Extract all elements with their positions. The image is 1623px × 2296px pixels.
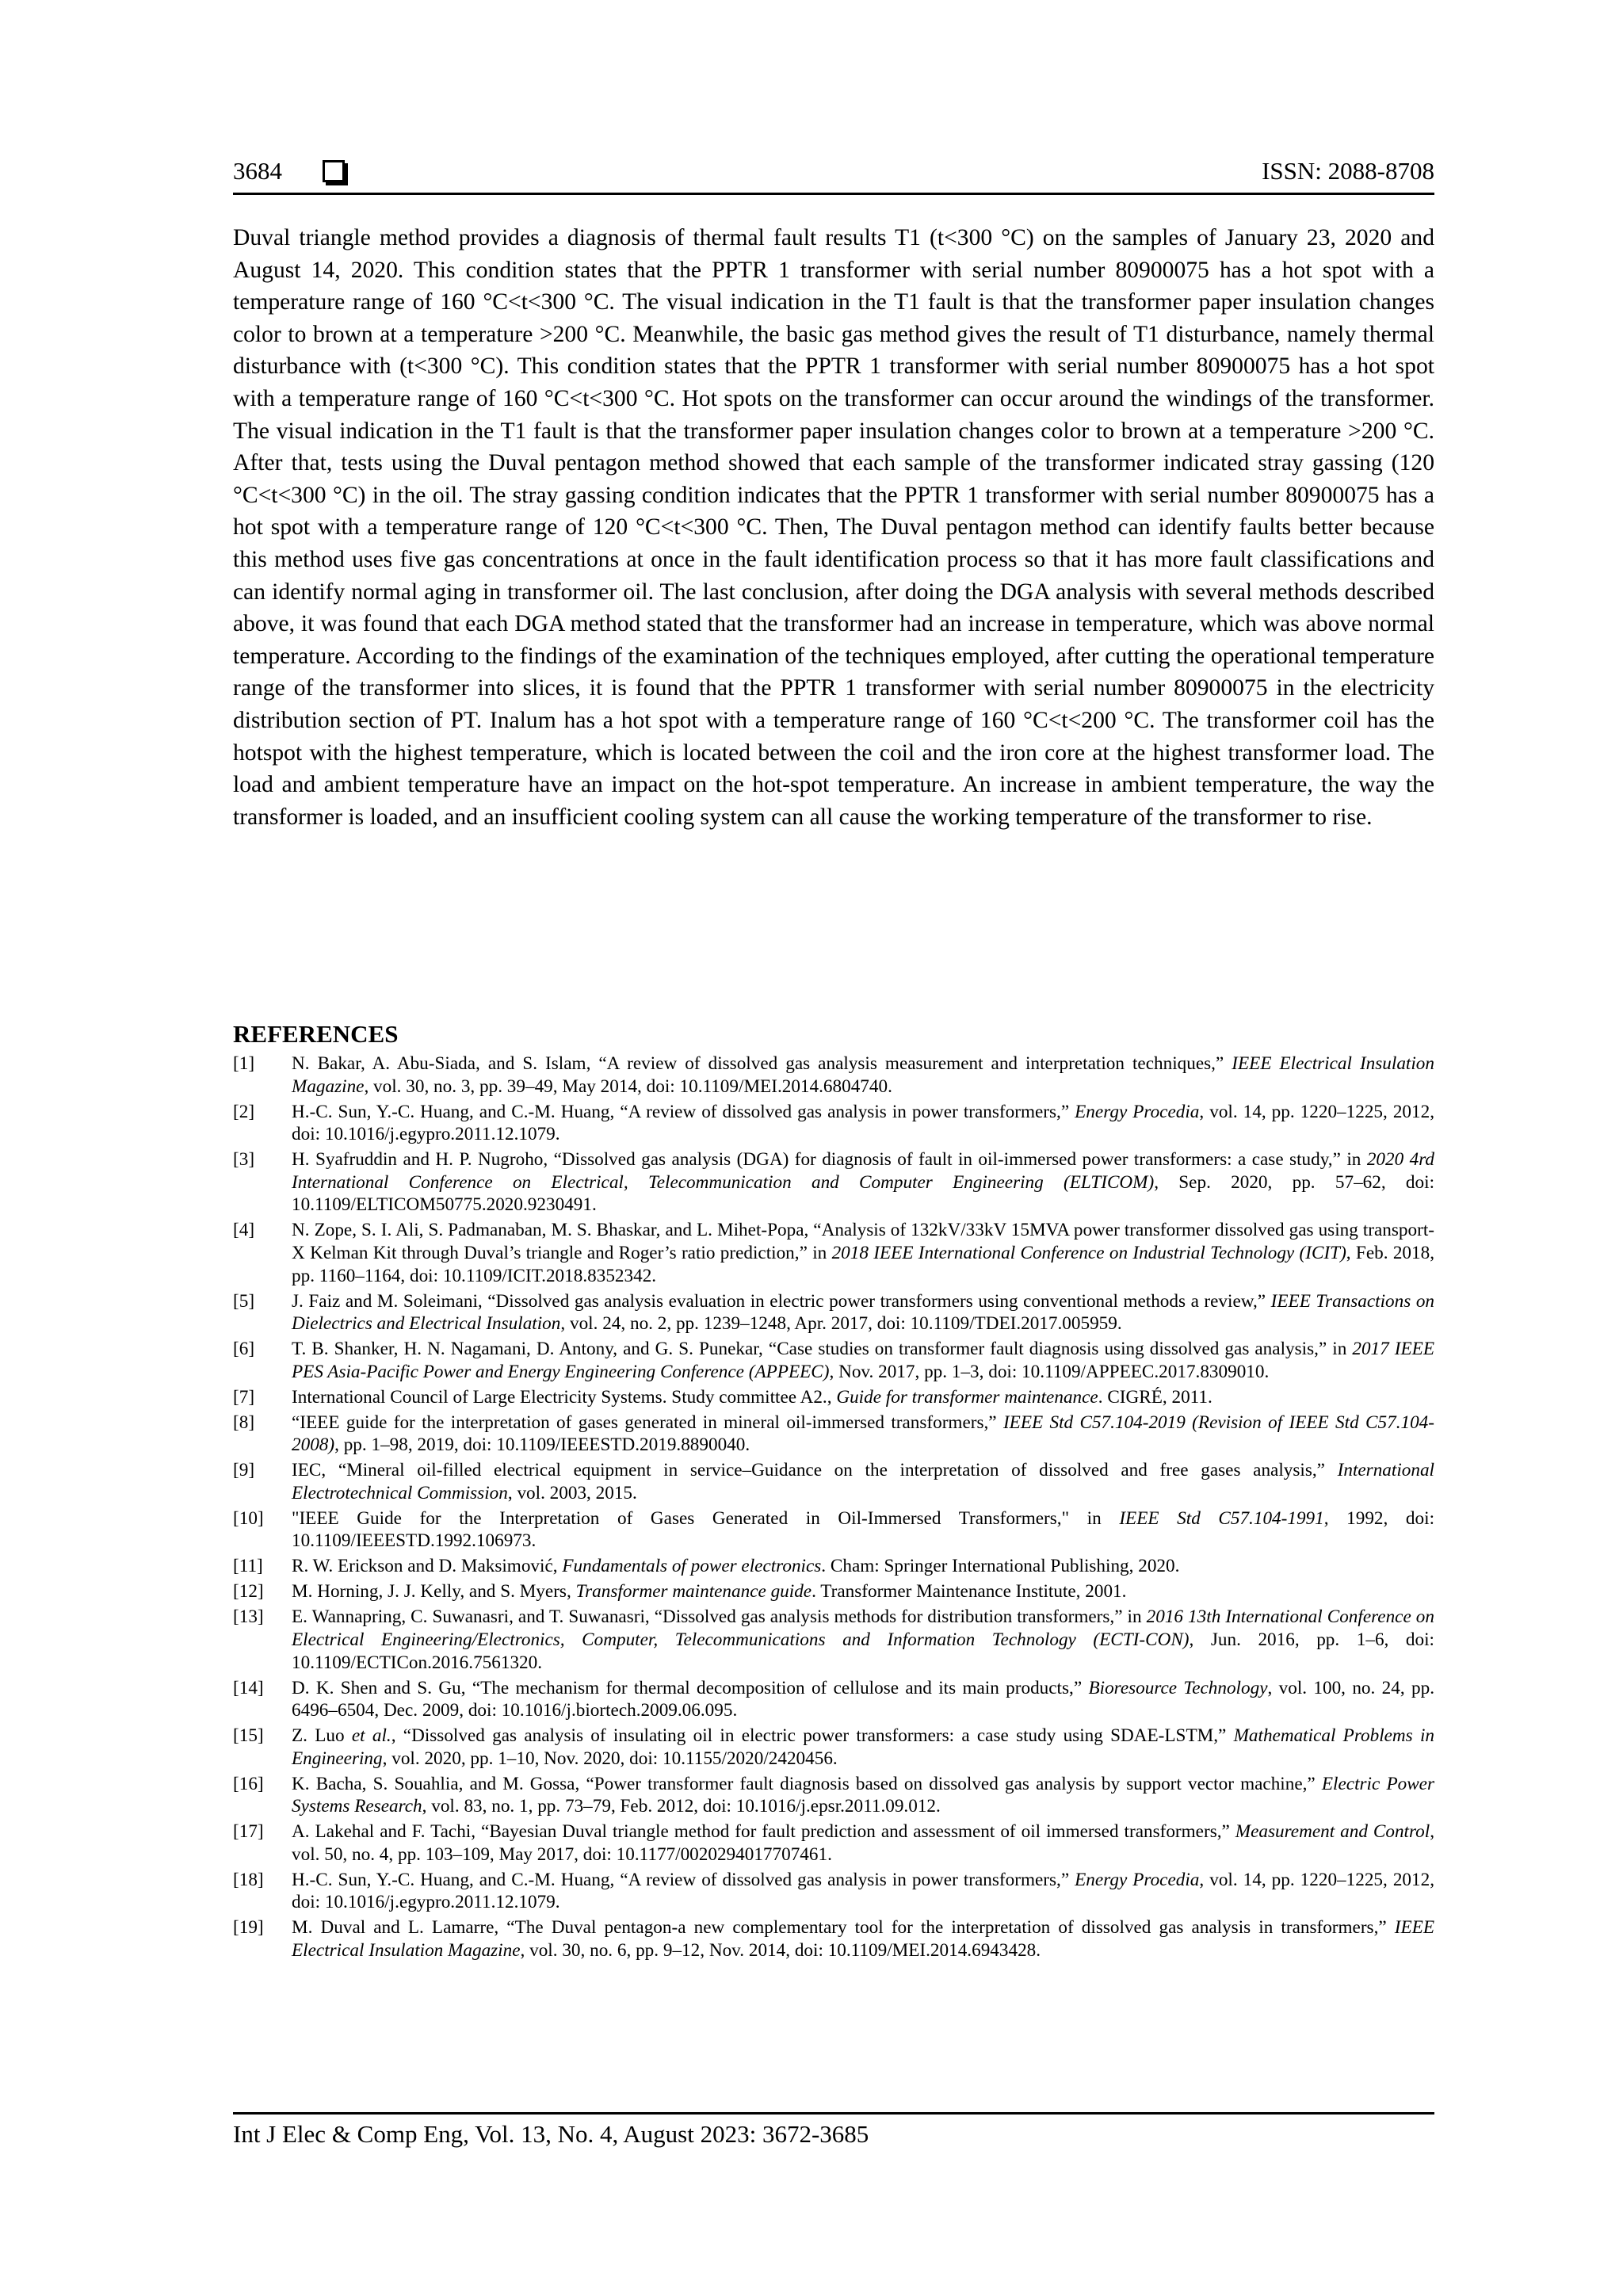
reference-item [233,1338,1434,1383]
reference-number: [7] [233,1386,255,1408]
reference-text: D. K. Shen and S. Gu, “The mechanism for thermal decomposition of cellulose and its main products,” [292,1677,1089,1698]
reference-text: N. Zope, S. I. Ali, S. Padmanaban, M. S. Bhaskar, and L. Mihet-Popa, “Analysis of 132kV/33kV 15MVA power transformer dissolved gas using transport-X Kelman Kit through Duval’s triangle and Roger’s ratio prediction,” in [292,1220,1434,1263]
footer-rule [233,2112,1434,2115]
reference-italic-text: 2020 4rd International Conference on Electrical, Telecommunication and Computer Engineering (ELTICOM) [292,1149,1434,1193]
reference-text: , Jun. 2016, pp. 1–6, doi: 10.1109/ECTICon.2016.7561320. [292,1629,1434,1673]
reference-italic-text: 2016 13th International Conference on Electrical Engineering/Electronics, Computer, Telecommunications and Information Technology (ECTI-CON) [292,1606,1434,1650]
reference-text: , vol. 50, no. 4, pp. 103–109, May 2017, doi: 10.1177/0020294017707461. [292,1821,1434,1865]
reference-item [233,1507,1434,1553]
reference-italic-text: Guide for transformer maintenance [836,1386,1098,1408]
reference-text: , vol. 100, no. 24, pp. 6496–6504, Dec. 2009, doi: 10.1016/j.biortech.2009.06.095. [292,1677,1434,1721]
reference-text: , “Dissolved gas analysis of insulating oil in electric power transformers: a case study using SDAE-LSTM,” [391,1725,1234,1747]
reference-text: , 1992, doi: 10.1109/IEEESTD.1992.106973. [292,1507,1435,1552]
reference-number: [17] [233,1821,264,1843]
reference-italic-text: 2018 IEEE International Conference on Industrial Technology (ICIT) [831,1242,1346,1263]
page-header [233,155,1434,192]
reference-number: [10] [233,1507,264,1529]
reference-text: , Sep. 2020, pp. 57–62, doi: 10.1109/ELTICOM50775.2020.9230491. [292,1171,1435,1216]
reference-text: , vol. 2003, 2015. [507,1482,637,1503]
reference-item [233,1820,1434,1866]
reference-item [233,1459,1434,1504]
reference-italic-text: IEEE Std C57.104-2019 (Revision of IEEE Std C57.104-2008) [292,1412,1434,1456]
reference-text: , vol. 14, pp. 1220–1225, 2012, doi: 10.1016/j.egypro.2011.12.1079. [292,1869,1435,1913]
reference-item [233,1869,1434,1914]
reference-text: , vol. 14, pp. 1220–1225, 2012, doi: 10.1016/j.egypro.2011.12.1079. [292,1101,1435,1145]
reference-text: IEC, “Mineral oil-filled electrical equipment in service–Guidance on the interpretation of dissolved and free gases analysis,” [292,1460,1338,1481]
reference-text: , vol. 2020, pp. 1–10, Nov. 2020, doi: 10.1155/2020/2420456. [382,1748,838,1769]
reference-number: [16] [233,1773,264,1794]
reference-text: R. W. Erickson and D. Maksimović, [292,1556,563,1577]
reference-number: [8] [233,1412,255,1433]
reference-number: [13] [233,1606,264,1628]
reference-number: [19] [233,1917,264,1939]
checkbox-square-icon [323,160,345,182]
reference-italic-text: IEEE Std C57.104-1991 [1119,1507,1324,1529]
reference-text: , vol. 83, no. 1, pp. 73–79, Feb. 2012, doi: 10.1016/j.epsr.2011.09.012. [422,1796,941,1817]
reference-text: H. Syafruddin and H. P. Nugroho, “Dissolved gas analysis (DGA) for diagnosis of fault in oil-immersed power transformers: a case study,” in [292,1149,1367,1171]
reference-italic-text: Electric Power Systems Research [292,1773,1434,1817]
reference-text: , vol. 30, no. 3, pp. 39–49, May 2014, doi: 10.1109/MEI.2014.6804740. [364,1075,892,1097]
reference-italic-text: Bioresource Technology [1088,1677,1268,1698]
reference-number: [5] [233,1290,255,1312]
reference-item [233,1555,1434,1578]
reference-item [233,1290,1434,1335]
reference-italic-text: International Electrotechnical Commission [292,1460,1434,1503]
reference-text: A. Lakehal and F. Tachi, “Bayesian Duval triangle method for fault prediction and assessment of oil immersed transformers,” [292,1821,1235,1843]
reference-text: . CIGRÉ, 2011. [1098,1386,1212,1408]
reference-italic-text: Mathematical Problems in Engineering [292,1725,1435,1769]
reference-item [233,1148,1434,1217]
header-rule [233,193,1434,195]
reference-italic-text: Energy Procedia [1075,1101,1200,1122]
reference-item [233,1052,1434,1098]
reference-italic-text: Measurement and Control [1235,1821,1430,1843]
reference-item [233,1412,1434,1457]
reference-italic-text: IEEE Transactions on Dielectrics and Electrical Insulation [292,1290,1435,1335]
reference-text: , vol. 30, no. 6, pp. 9–12, Nov. 2014, doi: 10.1109/MEI.2014.6943428. [520,1940,1041,1961]
reference-text: J. Faiz and M. Soleimani, “Dissolved gas analysis evaluation in electric power transformers using conventional methods a review,” [292,1290,1271,1312]
page-number: 3684 [233,157,282,185]
reference-text: H.-C. Sun, Y.-C. Huang, and C.-M. Huang, “A review of dissolved gas analysis in power transformers,” [292,1869,1075,1890]
reference-text: International Council of Large Electricity Systems. Study committee A2., [292,1386,837,1408]
reference-item [233,1773,1434,1818]
reference-text: T. B. Shanker, H. N. Nagamani, D. Antony, and G. S. Punekar, “Case studies on transformer fault diagnosis using dissolved gas analysis,” in [292,1339,1353,1360]
reference-item [233,1606,1434,1674]
reference-item [233,1677,1434,1722]
reference-number: [18] [233,1869,264,1890]
reference-text: , Nov. 2017, pp. 1–3, doi: 10.1109/APPEEC.2017.8309010. [829,1361,1270,1382]
reference-italic-text: et al. [351,1725,391,1747]
reference-item [233,1101,1434,1146]
references-heading: REFERENCES [233,1020,399,1048]
reference-italic-text: Energy Procedia [1075,1869,1200,1890]
reference-number: [2] [233,1101,255,1122]
reference-item [233,1916,1434,1962]
reference-italic-text: Fundamentals of power electronics [562,1556,822,1577]
reference-text: , Feb. 2018, pp. 1160–1164, doi: 10.1109/ICIT.2018.8352342. [292,1242,1434,1286]
reference-number: [3] [233,1149,255,1171]
footer-citation: Int J Elec & Comp Eng, Vol. 13, No. 4, August 2023: 3672-3685 [233,2120,869,2148]
reference-text: H.-C. Sun, Y.-C. Huang, and C.-M. Huang, “A review of dissolved gas analysis in power transformers,” [292,1101,1075,1122]
reference-text: "IEEE Guide for the Interpretation of Gases Generated in Oil-Immersed Transformers," in [292,1507,1120,1529]
reference-item [233,1386,1434,1409]
reference-text: . Transformer Maintenance Institute, 2001. [812,1581,1127,1603]
references-list [233,1052,1434,1965]
reference-item [233,1580,1434,1603]
reference-number: [15] [233,1725,264,1747]
reference-number: [9] [233,1460,255,1481]
reference-italic-text: IEEE Electrical Insulation Magazine [292,1053,1434,1097]
reference-number: [1] [233,1053,255,1074]
body-paragraph: Duval triangle method provides a diagnosis of thermal fault results T1 (t<300 °C) on the samples of January 23, 2020 and August 14, 2020. This condition states that the PPTR 1 transformer with serial number 80900075 has a hot spot with a temperature range of 160 °C<t<300 °C. The visual indication in the T1 fault is that the transformer paper insulation changes color to brown at a temperature >200 °C. Meanwhile, the basic gas method gives the result of T1 disturbance, namely thermal disturbance with (t<300 °C). This condition states that the PPTR 1 transformer with serial number 80900075 has a hot spot with a temperature range of 160 °C<t<300 °C. Hot spots on the transformer can occur around the windings of the transformer. The visual indication in the T1 fault is that the transformer paper insulation changes color to brown at a temperature >200 °C. After that, tests using the Duval pentagon method showed that each sample of the transformer indicated stray gassing (120 °C<t<300 °C) in the oil. The stray gassing condition indicates that the PPTR 1 transformer with serial number 80900075 has a hot spot with a temperature range of 120 °C<t<300 °C. Then, The Duval pentagon method can identify faults better because this method uses five gas concentrations at once in the fault identification process so that it has more fault classifications and can identify normal aging in transformer oil. The last conclusion, after doing the DGA analysis with several methods described above, it was found that each DGA method stated that the transformer had an increase in temperature, which was above normal temperature. According to the findings of the examination of the techniques employed, after cutting the operational temperature range of the transformer into slices, it is found that the PPTR 1 transformer with serial number 80900075 in the electricity distribution section of PT. Inalum has a hot spot with a temperature range of 160 °C<t<200 °C. The transformer coil has the hotspot with the highest temperature, which is located between the coil and the iron core at the highest transformer load. The load and ambient temperature have an impact on the hot-spot temperature. An increase in ambient temperature, the way the transformer is loaded, and an insufficient cooling system can all cause the working temperature of the transformer to rise. [233,225,1434,830]
reference-number: [12] [233,1581,264,1603]
issn-label: ISSN: 2088-8708 [1262,157,1434,185]
reference-italic-text: Transformer maintenance guide [575,1581,812,1603]
reference-number: [6] [233,1339,255,1360]
reference-item [233,1219,1434,1287]
reference-text: “IEEE guide for the interpretation of gases generated in mineral oil-immersed transformers,” [292,1412,1003,1433]
reference-text: E. Wannapring, C. Suwanasri, and T. Suwanasri, “Dissolved gas analysis methods for distribution transformers,” in [292,1606,1147,1628]
reference-italic-text: IEEE Electrical Insulation Magazine [292,1917,1434,1961]
reference-number: [11] [233,1556,263,1577]
reference-text: M. Duval and L. Lamarre, “The Duval pentagon-a new complementary tool for the interpretation of dissolved gas analysis in transformers,” [292,1917,1395,1939]
reference-text: Z. Luo [292,1725,352,1747]
reference-text: . Cham: Springer International Publishing, 2020. [821,1556,1180,1577]
reference-text: M. Horning, J. J. Kelly, and S. Myers, [292,1581,576,1603]
reference-italic-text: 2017 IEEE PES Asia-Pacific Power and Energy Engineering Conference (APPEEC) [292,1339,1434,1382]
reference-text: N. Bakar, A. Abu-Siada, and S. Islam, “A review of dissolved gas analysis measurement and interpretation techniques,” [292,1053,1232,1074]
reference-text: , vol. 24, no. 2, pp. 1239–1248, Apr. 2017, doi: 10.1109/TDEI.2017.005959. [560,1313,1122,1335]
reference-item [233,1725,1434,1770]
reference-number: [14] [233,1677,264,1698]
reference-text: , pp. 1–98, 2019, doi: 10.1109/IEEESTD.2019.8890040. [334,1435,750,1456]
reference-number: [4] [233,1220,255,1241]
reference-text: K. Bacha, S. Souahlia, and M. Gossa, “Power transformer fault diagnosis based on dissolved gas analysis by support vector machine,” [292,1773,1322,1794]
